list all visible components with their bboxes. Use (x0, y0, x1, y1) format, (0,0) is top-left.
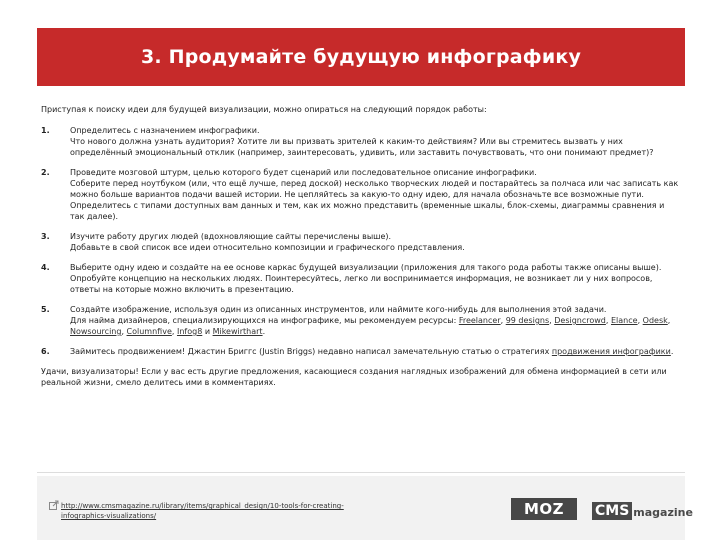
item-lead: Создайте изображение, используя один из описанных инструментов, или наймите кого-нибудь для выполнения этой задачи. (70, 305, 607, 314)
item-number: 1. (41, 126, 50, 135)
list-item-1 (41, 125, 681, 158)
link-99designs[interactable]: 99 designs (505, 316, 550, 325)
link-elance[interactable]: Elance (610, 316, 638, 325)
item-text: Соберите перед ноутбуком (или, что ещё лучше, перед доской) несколько творческих людей и постарайтесь за полчаса или час записать как можно больше вариантов подачи вашей истории. Не цепляйтесь за какую-то одну идею, для начала обозначьте все возможные пути. Определитесь с типами доступных вам данных и тем, как их можно представить (временные шкалы, блок-схемы, диаграммы сравнения и так далее). (70, 179, 679, 221)
list-item-6 (41, 346, 681, 357)
source-link[interactable]: http://www.cmsmagazine.ru/library/items/graphical_design/10-tools-for-creating-infographics-visualizations/ (61, 502, 344, 520)
cms-magazine-logo (592, 496, 693, 520)
item-text: Что нового должна узнать аудитория? Хотите ли вы призвать зрителей к каким-то действиям? Или вы стремитесь вызвать у них определённый эмоциональный отклик (например, заинтересовать, удивить, или заставить почувствовать, что они понимают предмет)? (70, 137, 654, 157)
sentence-end: . (670, 347, 674, 356)
separator: , (500, 316, 506, 325)
item-lead: Выберите одну идею и создайте на ее основе каркас будущей визуализации (приложения для такого рода работы также описаны выше). Опробуйте концепцию на нескольких людях. Поинтересуйтесь, легко ли воспринимается информация, не возникает ли у них вопросов, ответы на которые можно включить в презентацию. (70, 263, 662, 294)
item-number: 5. (41, 305, 50, 314)
item-lead: Изучите работу других людей (вдохновляющие сайты перечислены выше). (70, 232, 392, 241)
cms-logo-word: magazine (633, 506, 693, 519)
link-nowsourcing[interactable]: Nowsourcing (70, 327, 122, 336)
separator: , (605, 316, 611, 325)
link-promotion-article[interactable]: продвижения инфографики (551, 347, 671, 356)
separator: , (549, 316, 555, 325)
item-number: 2. (41, 168, 50, 177)
separator: , (667, 316, 671, 325)
intro-text: Приступая к поиску идеи для будущей визуализации, можно опираться на следующий порядок работы: (41, 105, 487, 114)
link-infog8[interactable]: Infog8 (176, 327, 203, 336)
moz-logo: MOZ (511, 498, 577, 520)
item-number: 6. (41, 347, 50, 356)
list-item-4 (41, 262, 681, 295)
separator: и (202, 327, 213, 336)
slide-title: 3. Продумайте будущую инфографику (140, 46, 582, 68)
item-text: Для найма дизайнеров, специализирующихся на инфографике, мы рекомендуем ресурсы: (70, 316, 457, 325)
slide-content (41, 104, 681, 388)
link-odesk[interactable]: Odesk (642, 316, 668, 325)
link-freelancer[interactable]: Freelancer (458, 316, 501, 325)
list-item-3 (41, 231, 681, 253)
item-lead: Определитесь с назначением инфографики. (70, 126, 260, 135)
item-lead: Проведите мозговой штурм, целью которого будет сценарий или последовательное описание инфографики. (70, 168, 537, 177)
separator: , (637, 316, 643, 325)
item-number: 4. (41, 263, 50, 272)
list-item-2 (41, 167, 681, 222)
link-designcrowd[interactable]: Designcrowd (554, 316, 606, 325)
external-link-icon (49, 500, 59, 510)
title-banner (37, 28, 685, 86)
footer-divider (37, 472, 685, 473)
separator: , (121, 327, 127, 336)
item-number: 3. (41, 232, 50, 241)
list-item-5 (41, 304, 681, 337)
link-columnfive[interactable]: Columnfive (126, 327, 172, 336)
separator: , (171, 327, 177, 336)
link-mikewirthart[interactable]: Mikewirthart (212, 327, 263, 336)
item-text: Добавьте в свой список все идеи относительно композиции и графического представления. (70, 243, 465, 252)
footer (37, 476, 693, 540)
item-lead: Займитесь продвижением! Джастин Бриггс (Justin Briggs) недавно написал замечательную статью о стратегиях (70, 347, 550, 356)
sentence-end: . (262, 327, 266, 336)
cms-logo-badge: CMS (592, 502, 632, 520)
outro-text: Удачи, визуализаторы! Если у вас есть другие предложения, касающиеся создания наглядных изображений для обмена информацией в сети или реальной жизни, смело делитесь ими в комментариях. (41, 367, 667, 387)
